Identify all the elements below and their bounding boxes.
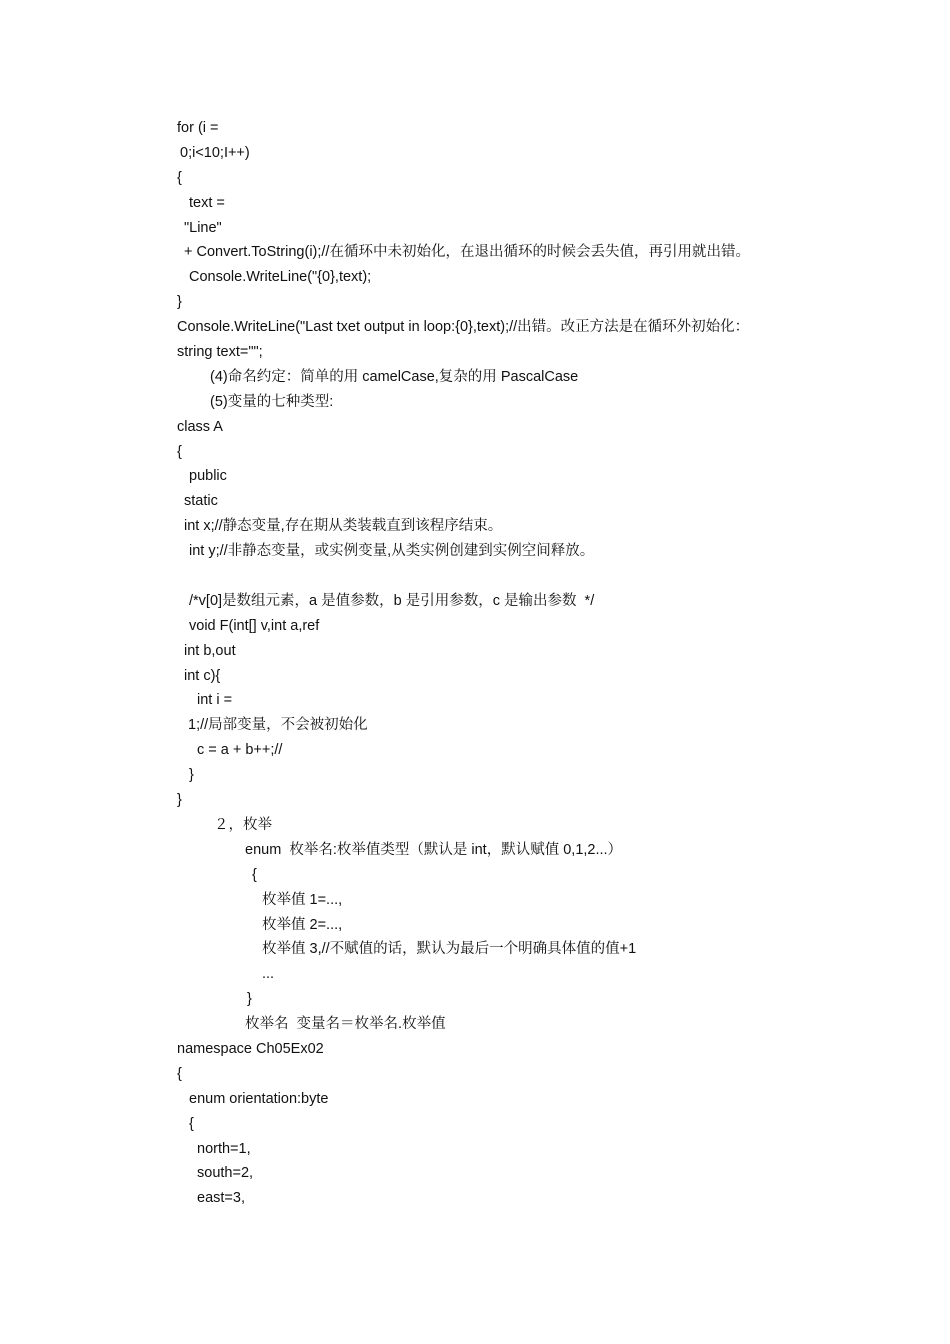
- code-line: public: [189, 468, 227, 485]
- code-line: text =: [189, 194, 225, 211]
- code-line: /*v[0]是数组元素，a 是值参数，b 是引用参数，c 是输出参数 */: [189, 592, 595, 609]
- code-line: {: [177, 169, 182, 186]
- code-line: c = a + b++;//: [197, 742, 283, 759]
- code-line: class A: [177, 418, 223, 435]
- code-line: static: [184, 493, 218, 510]
- code-line: namespace Ch05Ex02: [177, 1040, 324, 1057]
- code-line: }: [247, 991, 252, 1008]
- text-line: 枚举名 变量名＝枚举名.枚举值: [245, 1016, 446, 1033]
- code-line: int y;//非静态变量，或实例变量,从类实例创建到实例空间释放。: [189, 543, 595, 560]
- code-line: north=1,: [197, 1140, 251, 1157]
- code-line: {: [189, 1115, 194, 1132]
- text-line: enum 枚举名:枚举值类型（默认是 int，默认赋值 0,1,2...）: [245, 841, 623, 858]
- code-line: string text="";: [177, 344, 263, 361]
- code-line: for (i =: [177, 120, 219, 136]
- code-line: "Line": [184, 219, 222, 236]
- code-line: + Convert.ToString(i);//在循环中未初始化，在退出循环的时候会丢失值，再引用就出错。: [184, 244, 750, 261]
- code-line: Console.WriteLine("{0},text);: [189, 269, 372, 286]
- blank-line: [0, 564, 950, 589]
- code-line: Console.WriteLine("Last txet output in loop:{0},text);//出错。改正方法是在循环外初始化：: [177, 319, 750, 336]
- text-line: (4)命名约定：简单的用 camelCase,复杂的用 PascalCase: [210, 368, 579, 385]
- code-line: east=3,: [197, 1190, 245, 1207]
- text-line: 枚举值 3,//不赋值的话，默认为最后一个明确具体值的值+1: [262, 941, 637, 958]
- code-line: }: [177, 792, 182, 809]
- text-line: 枚举值 1=...,: [262, 891, 343, 908]
- code-line: south=2,: [197, 1165, 254, 1182]
- code-line: void F(int[] v,int a,ref: [189, 617, 320, 634]
- code-line: {: [177, 1065, 182, 1082]
- document-body: [0, 116, 950, 1211]
- code-line: enum orientation:byte: [189, 1090, 329, 1107]
- code-line: {: [177, 443, 182, 460]
- code-line: }: [189, 767, 194, 784]
- text-line: ...: [262, 966, 275, 983]
- text-line: (5)变量的七种类型:: [210, 393, 334, 410]
- section-heading: ２，枚举: [214, 816, 272, 833]
- code-line: 0;i<10;I++): [180, 144, 250, 161]
- text-line: 枚举值 2=...,: [262, 916, 343, 933]
- code-line: int b,out: [184, 642, 236, 659]
- code-line: int c){: [184, 667, 221, 684]
- code-line: {: [252, 866, 257, 883]
- code-line: int i =: [197, 692, 233, 709]
- code-line: }: [177, 294, 182, 311]
- code-line: int x;//静态变量,存在期从类装载直到该程序结束。: [184, 518, 503, 535]
- code-line: 1;//局部变量，不会被初始化: [188, 717, 368, 734]
